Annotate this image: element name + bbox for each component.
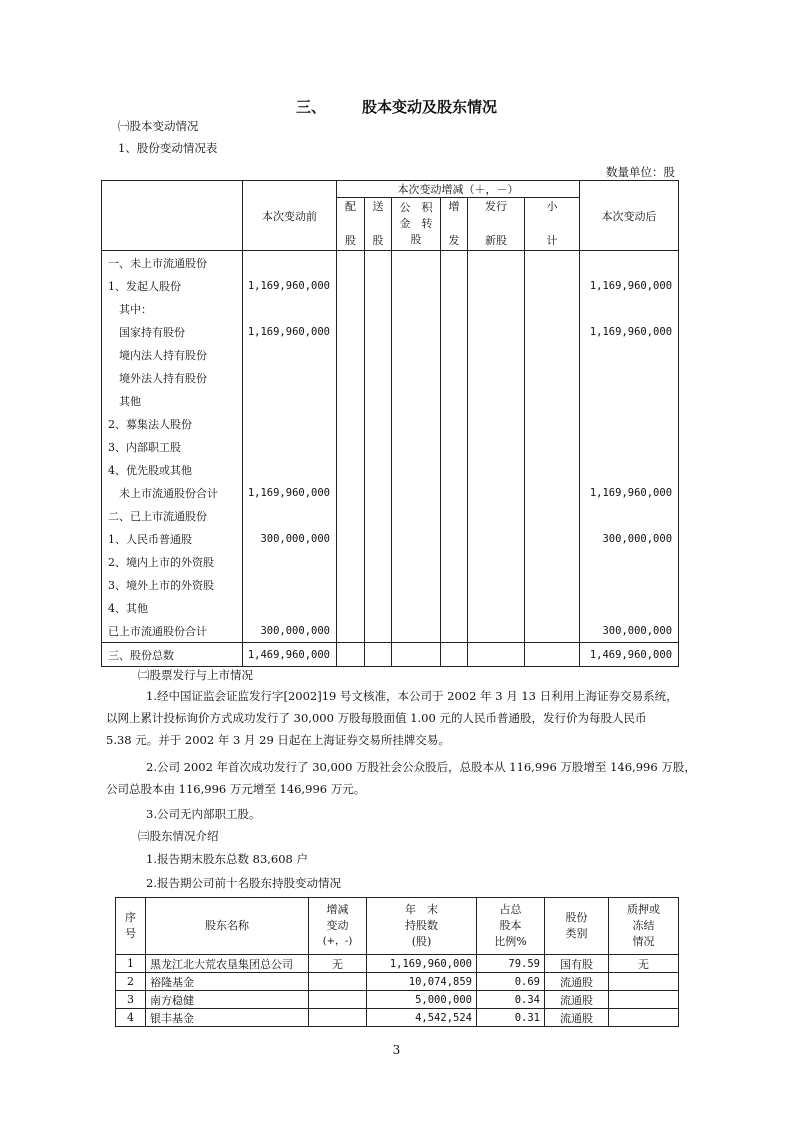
row-change-cell — [441, 504, 468, 527]
row-change-cell — [525, 596, 580, 619]
row-change-cell — [365, 458, 392, 481]
row-change-cell — [365, 527, 392, 550]
page-number: 3 — [392, 1043, 401, 1057]
row-change-cell — [525, 527, 580, 550]
row-after-value — [580, 504, 679, 527]
row-after-value: 1,469,960,000 — [580, 643, 679, 667]
row-before-value — [243, 389, 337, 412]
row-change-cell — [468, 343, 525, 366]
row-change-cell — [392, 320, 441, 343]
row-before-value — [243, 596, 337, 619]
header-change-col-line: 发行 — [485, 200, 507, 213]
row-change-cell — [337, 527, 365, 550]
row-change-cell — [525, 320, 580, 343]
row-after-value: 1,169,960,000 — [580, 481, 679, 504]
row-change-cell — [441, 619, 468, 643]
row-change-cell — [468, 320, 525, 343]
row-change-cell — [337, 504, 365, 527]
row-change-cell — [441, 550, 468, 573]
col-change-header-line: 增减 — [326, 903, 349, 916]
row-before-value: 1,169,960,000 — [243, 481, 337, 504]
row-after-value — [580, 458, 679, 481]
row-before-value — [243, 366, 337, 389]
row-after-value — [580, 596, 679, 619]
row-change-cell — [441, 481, 468, 504]
shareholder-name: 南方稳健 — [146, 991, 309, 1009]
share-change-row — [102, 412, 679, 435]
row-change-cell — [441, 412, 468, 435]
shareholder-pledge — [609, 1009, 679, 1027]
row-after-value — [580, 435, 679, 458]
row-change-cell — [392, 481, 441, 504]
row-change-cell — [392, 596, 441, 619]
shareholder-seq: 3 — [116, 991, 146, 1009]
row-change-cell — [441, 251, 468, 275]
row-change-cell — [468, 389, 525, 412]
share-change-row — [102, 389, 679, 412]
header-change-col-line: 股 — [410, 233, 422, 246]
row-change-cell — [441, 274, 468, 297]
row-change-cell — [468, 619, 525, 643]
row-change-cell — [365, 320, 392, 343]
row-change-cell — [525, 481, 580, 504]
row-change-cell — [392, 297, 441, 320]
paragraph-2 — [106, 756, 696, 800]
row-after-value: 300,000,000 — [580, 527, 679, 550]
col-type-header — [545, 898, 609, 955]
unit-label: 数量单位：股 — [606, 165, 675, 179]
row-change-cell — [525, 297, 580, 320]
shareholder-change — [309, 973, 367, 991]
row-label: 1、人民币普通股 — [102, 527, 243, 550]
row-change-cell — [337, 458, 365, 481]
row-change-cell — [365, 596, 392, 619]
row-before-value — [243, 458, 337, 481]
row-change-cell — [525, 504, 580, 527]
row-before-value — [243, 412, 337, 435]
col-shares-header-line: 年 末 — [405, 903, 438, 916]
row-before-value — [243, 251, 337, 275]
row-change-cell — [441, 389, 468, 412]
row-change-cell — [441, 297, 468, 320]
row-change-cell — [337, 481, 365, 504]
shareholder-name: 银丰基金 — [146, 1009, 309, 1027]
shareholder-ratio: 0.69 — [477, 973, 545, 991]
row-change-cell — [441, 343, 468, 366]
row-change-cell — [392, 504, 441, 527]
section-number: 三、 — [295, 98, 326, 116]
row-before-value — [243, 573, 337, 596]
row-change-cell — [468, 643, 525, 667]
row-change-cell — [525, 343, 580, 366]
row-change-cell — [337, 643, 365, 667]
shareholder-name: 黑龙江北大荒农垦集团总公司 — [146, 955, 309, 973]
row-change-cell — [365, 573, 392, 596]
col-seq-header-line: 号 — [125, 927, 136, 940]
row-change-cell — [441, 435, 468, 458]
row-change-cell — [468, 573, 525, 596]
row-change-cell — [525, 389, 580, 412]
share-change-row — [102, 596, 679, 619]
row-change-cell — [392, 412, 441, 435]
row-change-cell — [468, 596, 525, 619]
row-label: 国家持有股份 — [102, 320, 243, 343]
row-change-cell — [392, 274, 441, 297]
row-change-cell — [468, 297, 525, 320]
shareholder-shares: 4,542,524 — [367, 1009, 477, 1027]
shareholder-ratio: 79.59 — [477, 955, 545, 973]
paragraph-2-line-1: 2.公司 2002 年首次成功发行了 30,000 万股社会公众股后，总股本从 116,996 万股增至 146,996 万股， — [146, 760, 696, 774]
row-change-cell — [337, 435, 365, 458]
share-change-row — [102, 251, 679, 275]
row-change-cell — [441, 643, 468, 667]
row-change-cell — [525, 251, 580, 275]
col-seq-header — [116, 898, 146, 955]
share-change-row — [102, 366, 679, 389]
share-change-row — [102, 458, 679, 481]
row-change-cell — [525, 366, 580, 389]
row-change-cell — [365, 412, 392, 435]
row-change-cell — [365, 366, 392, 389]
top-shareholders-heading: 2.报告期公司前十名股东持股变动情况 — [146, 876, 341, 890]
header-change-col — [365, 198, 392, 251]
row-after-value — [580, 389, 679, 412]
col-change-header-line: 变动 — [326, 919, 349, 932]
top-shareholders-rows — [116, 955, 679, 1027]
row-change-cell — [392, 573, 441, 596]
header-change-col-line: 股 — [372, 234, 384, 247]
row-change-cell — [365, 481, 392, 504]
row-change-cell — [392, 527, 441, 550]
row-before-value: 1,169,960,000 — [243, 320, 337, 343]
row-before-value — [243, 550, 337, 573]
row-after-value — [580, 343, 679, 366]
header-change-col — [392, 198, 441, 251]
paragraph-1-line-3: 5.38 元。并于 2002 年 3 月 29 日起在上海证券交易所挂牌交易。 — [106, 733, 450, 747]
row-before-value — [243, 343, 337, 366]
row-change-cell — [365, 274, 392, 297]
row-change-cell — [365, 435, 392, 458]
row-change-cell — [441, 573, 468, 596]
paragraph-3: 3.公司无内部职工股。 — [146, 807, 261, 821]
row-change-cell — [468, 435, 525, 458]
shareholder-change — [309, 991, 367, 1009]
subsection-2-heading: ㈡股票发行与上市情况 — [138, 668, 253, 682]
share-change-rows — [102, 251, 679, 667]
row-change-cell — [468, 481, 525, 504]
section-title-text: 股本变动及股东情况 — [362, 98, 498, 116]
shareholder-row — [116, 955, 679, 973]
col-pledge-header — [609, 898, 679, 955]
shareholder-name: 裕隆基金 — [146, 973, 309, 991]
row-change-cell — [392, 643, 441, 667]
row-change-cell — [392, 389, 441, 412]
row-change-cell — [365, 643, 392, 667]
header-change-col-line: 送 — [372, 200, 384, 213]
row-change-cell — [365, 619, 392, 643]
header-change-col-line: 小 — [546, 200, 558, 213]
header-change-col-line: 配 — [345, 200, 356, 213]
header-before: 本次变动前 — [243, 181, 337, 251]
row-label: 其他 — [102, 389, 243, 412]
header-change-col-line: 增 — [448, 200, 460, 213]
share-change-row — [102, 297, 679, 320]
shareholder-row — [116, 973, 679, 991]
row-change-cell — [468, 550, 525, 573]
row-change-cell — [525, 643, 580, 667]
row-change-cell — [337, 274, 365, 297]
row-label: 二、已上市流通股份 — [102, 504, 243, 527]
row-label: 3、内部职工股 — [102, 435, 243, 458]
col-type-header-line: 股份 — [565, 911, 588, 924]
row-label: 未上市流通股份合计 — [102, 481, 243, 504]
share-change-row — [102, 435, 679, 458]
row-after-value — [580, 573, 679, 596]
shareholder-type: 流通股 — [545, 1009, 609, 1027]
row-change-cell — [365, 550, 392, 573]
shareholder-pledge: 无 — [609, 955, 679, 973]
row-change-cell — [525, 274, 580, 297]
col-pledge-header-line: 冻结 — [632, 919, 655, 932]
col-shares-header-line: 持股数 — [405, 919, 438, 932]
row-after-value — [580, 366, 679, 389]
row-change-cell — [392, 366, 441, 389]
row-label: 2、募集法人股份 — [102, 412, 243, 435]
row-change-cell — [525, 573, 580, 596]
shareholder-ratio: 0.34 — [477, 991, 545, 1009]
header-change-col-line: 金 转 — [399, 217, 433, 230]
row-change-cell — [392, 343, 441, 366]
row-label: 境外法人持有股份 — [102, 366, 243, 389]
paragraph-2-line-2: 公司总股本由 116,996 万元增至 146,996 万元。 — [106, 782, 366, 796]
shareholder-type: 流通股 — [545, 973, 609, 991]
row-change-cell — [441, 596, 468, 619]
share-change-table — [101, 180, 679, 667]
top-shareholders-table — [115, 897, 679, 1027]
header-change-col-line: 公 积 — [399, 201, 433, 214]
col-shares-header-line: (股) — [411, 935, 432, 948]
col-shares-header — [367, 898, 477, 955]
shareholder-change — [309, 1009, 367, 1027]
row-change-cell — [365, 343, 392, 366]
paragraph-1-line-2: 以网上累计投标询价方式成功发行了 30,000 万股每股面值 1.00 元的人民币普通股，发行价为每股人民币 — [106, 711, 647, 725]
row-change-cell — [468, 458, 525, 481]
col-pledge-header-line: 情况 — [632, 935, 655, 948]
row-label: 境内法人持有股份 — [102, 343, 243, 366]
row-change-cell — [337, 297, 365, 320]
col-ratio-header — [477, 898, 545, 955]
row-change-cell — [365, 251, 392, 275]
row-before-value: 300,000,000 — [243, 619, 337, 643]
row-change-cell — [468, 527, 525, 550]
col-name-header: 股东名称 — [146, 898, 309, 955]
subsection-1-heading: ㈠股本变动情况 — [118, 119, 199, 133]
row-change-cell — [392, 435, 441, 458]
row-after-value: 1,169,960,000 — [580, 274, 679, 297]
col-change-header-line: (+，-) — [322, 936, 353, 947]
row-change-cell — [337, 550, 365, 573]
row-after-value — [580, 297, 679, 320]
share-change-row — [102, 504, 679, 527]
shareholder-row — [116, 1009, 679, 1027]
header-change-col — [337, 198, 365, 251]
row-change-cell — [392, 550, 441, 573]
col-ratio-header-line: 股本 — [499, 919, 522, 932]
row-label: 2、境内上市的外资股 — [102, 550, 243, 573]
share-change-row — [102, 643, 679, 667]
row-change-cell — [525, 435, 580, 458]
section-title — [0, 96, 793, 117]
row-change-cell — [337, 366, 365, 389]
col-pledge-header-line: 质押或 — [627, 903, 660, 916]
row-change-cell — [337, 573, 365, 596]
col-ratio-header-line: 比例% — [494, 935, 527, 948]
row-before-value — [243, 504, 337, 527]
share-change-row — [102, 550, 679, 573]
row-after-value: 300,000,000 — [580, 619, 679, 643]
header-change-col-line: 股 — [345, 234, 356, 247]
shareholder-ratio: 0.31 — [477, 1009, 545, 1027]
row-change-cell — [337, 412, 365, 435]
share-change-row — [102, 320, 679, 343]
shareholder-shares: 1,169,960,000 — [367, 955, 477, 973]
row-change-cell — [337, 343, 365, 366]
col-ratio-header-line: 占总 — [499, 903, 522, 916]
paragraph-1 — [106, 685, 682, 751]
header-change-col-line: 新股 — [485, 234, 507, 247]
row-before-value — [243, 297, 337, 320]
subsection-3-heading: ㈢股东情况介绍 — [138, 829, 219, 843]
row-label: 其中： — [102, 297, 243, 320]
header-change-col — [468, 198, 525, 251]
row-change-cell — [441, 366, 468, 389]
row-before-value: 300,000,000 — [243, 527, 337, 550]
row-change-cell — [337, 619, 365, 643]
row-before-value: 1,469,960,000 — [243, 643, 337, 667]
paragraph-1-line-1: 1.经中国证监会证监发行字[2002]19 号文核准，本公司于 2002 年 3 月 13 日利用上海证券交易系统， — [146, 689, 678, 703]
shareholder-pledge — [609, 973, 679, 991]
row-change-cell — [441, 527, 468, 550]
row-before-value: 1,169,960,000 — [243, 274, 337, 297]
shareholder-shares: 10,074,859 — [367, 973, 477, 991]
shareholder-type: 流通股 — [545, 991, 609, 1009]
header-change-col-line: 发 — [448, 234, 460, 247]
row-change-cell — [525, 412, 580, 435]
header-change-col — [441, 198, 468, 251]
row-change-cell — [468, 366, 525, 389]
shareholder-seq: 2 — [116, 973, 146, 991]
share-change-row — [102, 481, 679, 504]
row-after-value — [580, 251, 679, 275]
share-change-row — [102, 274, 679, 297]
row-after-value: 1,169,960,000 — [580, 320, 679, 343]
row-change-cell — [468, 274, 525, 297]
row-change-cell — [365, 297, 392, 320]
row-change-cell — [392, 619, 441, 643]
row-change-cell — [525, 550, 580, 573]
row-change-cell — [468, 412, 525, 435]
col-seq-header-line: 序 — [125, 911, 136, 924]
header-blank — [102, 181, 243, 251]
row-change-cell — [392, 251, 441, 275]
share-change-row — [102, 573, 679, 596]
shareholder-shares: 5,000,000 — [367, 991, 477, 1009]
col-type-header-line: 类别 — [565, 927, 588, 940]
row-change-cell — [365, 504, 392, 527]
row-label: 4、优先股或其他 — [102, 458, 243, 481]
share-change-row — [102, 619, 679, 643]
row-label: 3、境外上市的外资股 — [102, 573, 243, 596]
shareholder-count: 1.报告期末股东总数 83,608 户 — [146, 852, 309, 866]
row-before-value — [243, 435, 337, 458]
header-change-col — [525, 198, 580, 251]
subsection-1-1-heading: 1、股份变动情况表 — [118, 141, 218, 155]
row-change-cell — [337, 596, 365, 619]
row-label: 4、其他 — [102, 596, 243, 619]
row-change-cell — [525, 619, 580, 643]
col-change-header — [309, 898, 367, 955]
header-after: 本次变动后 — [580, 181, 679, 251]
share-change-row — [102, 527, 679, 550]
row-change-cell — [468, 251, 525, 275]
shareholder-row — [116, 991, 679, 1009]
header-change-col-line: 计 — [546, 234, 558, 247]
row-change-cell — [365, 389, 392, 412]
row-change-cell — [337, 251, 365, 275]
row-change-cell — [468, 504, 525, 527]
shareholder-change: 无 — [309, 955, 367, 973]
row-change-cell — [525, 458, 580, 481]
row-change-cell — [441, 458, 468, 481]
row-change-cell — [441, 320, 468, 343]
row-change-cell — [392, 458, 441, 481]
shareholder-pledge — [609, 991, 679, 1009]
row-after-value — [580, 412, 679, 435]
shareholder-seq: 1 — [116, 955, 146, 973]
row-label: 已上市流通股份合计 — [102, 619, 243, 643]
share-change-row — [102, 343, 679, 366]
row-change-cell — [337, 389, 365, 412]
shareholder-type: 国有股 — [545, 955, 609, 973]
row-label: 1、发起人股份 — [102, 274, 243, 297]
row-change-cell — [337, 320, 365, 343]
row-label: 一、未上市流通股份 — [102, 251, 243, 275]
shareholder-seq: 4 — [116, 1009, 146, 1027]
header-change: 本次变动增减（＋，－） — [337, 181, 580, 198]
row-after-value — [580, 550, 679, 573]
row-label: 三、股份总数 — [102, 643, 243, 667]
